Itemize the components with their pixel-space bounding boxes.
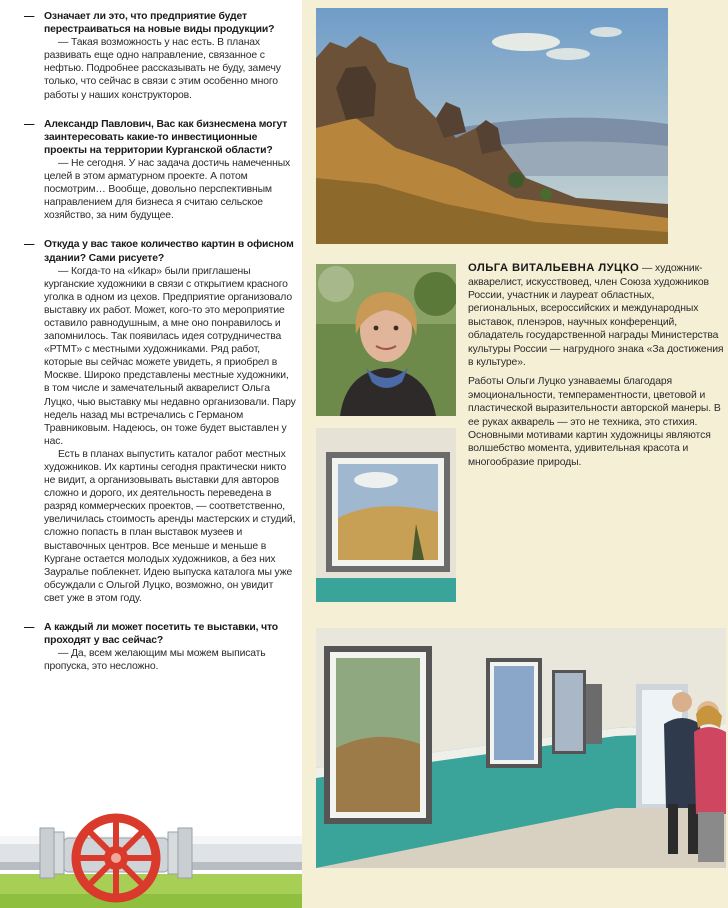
answer-text: Есть в планах выпустить каталог работ местных художников. Их картины сегодня практически никто не видит, а организовывать выставки для авторов сложно и дорого, их деятельность переведена в разряд коммерческих проектов, — соответственно, увеличилась стоимость аренды мастерских и студий, сложно попасть в план выставок музеев и выставочных центров. Все меньше и меньше в Кургане остается молодых художников, а без них Зауралье поблекнет. Идею выпуска каталога мы уже обсуждали с Ольгой Луцко, возможно, он увидит свет уже в этом году.	[44, 448, 296, 604]
qa-block	[24, 238, 296, 605]
interview-question	[24, 118, 296, 157]
landscape-painting-photo	[316, 8, 668, 244]
answer-paragraph	[44, 265, 296, 448]
artist-portrait-photo	[316, 264, 456, 416]
answer-dash: —	[58, 648, 69, 660]
answer-text: Когда-то на «Икар» были приглашены курганские художники в связи с открытием красного уголка в одном из цехов. Предприятие организовало выставку их работ. Может, кого-то это мероприятие оставило равнодушным, а мне оно понравилось и запомнилось. Так появилась идея сотрудничества «РТМТ» с местными художниками. Ряд работ, которые вы сейчас можете увидеть, я приобрел в Москве. Широко представлены местные художники, в том числе и замечательный акварелист Ольга Луцко, чью выставку мы недавно организовали. Пару недель назад мы встречались с Германом Травниковым. Надеюсь, он тоже будет выставлен у нас.	[44, 265, 296, 447]
interview-question	[24, 621, 296, 647]
question-text: Александр Павлович, Вас как бизнесмена могут заинтересовать какие-то инвестиционные проекты на территории Курганской области?	[44, 118, 288, 156]
answer-text: Такая возможность у нас есть. В планах развивать еще одно направление, связанное с нефтью. Подробнее рассказывать не буду, замечу только, что сейчас в связи с этим особенно много работы у наших конструкторов.	[44, 37, 281, 101]
artist-bio	[468, 262, 726, 469]
interview-answer	[44, 36, 296, 101]
interview-text	[24, 10, 296, 689]
exhibition-corridor-photo	[316, 628, 726, 868]
question-dash: —	[24, 118, 35, 130]
question-dash: —	[24, 622, 35, 634]
qa-block	[24, 621, 296, 673]
qa-block	[24, 10, 296, 102]
answer-dash: —	[58, 37, 69, 49]
answer-paragraph	[44, 157, 296, 222]
qa-block	[24, 118, 296, 223]
question-text: Означает ли это, что предприятие будет перестраиваться на новые виды продукции?	[44, 11, 275, 36]
answer-text: Да, всем желающим мы можем выписать пропуска, это несложно.	[44, 648, 266, 673]
question-text: А каждый ли может посетить те выставки, что проходят у вас сейчас?	[44, 622, 279, 647]
artist-bio-text: — художник-акварелист, искусствовед, член Союза художников России, участник и лауреат областных, региональных, всероссийских и международных выставок, пленэров, научных конференций, обладатель государственной награды Министерства культуры России — нагрудного знака «За достижения в культуре».	[468, 263, 724, 368]
gallery-wall-photo	[316, 428, 456, 602]
interview-answer	[44, 647, 296, 673]
answer-paragraph	[44, 448, 296, 605]
artist-name: ОЛЬГА ВИТАЛЬЕВНА ЛУЦКО	[468, 262, 640, 274]
artist-description: Работы Ольги Луцко узнаваемы благодаря эмоциональности, темпераментности, цветовой и пластической выразительности авторской манеры. В ее руках акварель — это не техника, это стихия. Основными мотивами картин художницы являются волшебство момента, удивительная красота и многообразие природы.	[468, 376, 721, 468]
valve-wheel-icon	[76, 818, 156, 898]
question-text: Откуда у вас такое количество картин в офисном здании? Сами рисуете?	[44, 239, 294, 264]
question-dash: —	[24, 11, 35, 22]
left-column	[0, 0, 302, 908]
right-panel	[302, 0, 728, 908]
answer-paragraph	[44, 647, 296, 673]
interview-question	[24, 238, 296, 264]
interview-answer	[44, 265, 296, 605]
question-dash: —	[24, 239, 35, 251]
pipe-valve-illustration	[0, 808, 302, 908]
interview-answer	[44, 157, 296, 222]
answer-paragraph	[44, 36, 296, 101]
answer-dash: —	[58, 265, 69, 277]
answer-dash: —	[58, 157, 69, 169]
interview-question	[24, 10, 296, 36]
answer-text: Не сегодня. У нас задача достичь намеченных целей в этом арматурном проекте. А потом посмотрим… Вообще, довольно перспективным направлением для бизнеса я считаю сельское хозяйство, за ним будущее.	[44, 157, 291, 222]
